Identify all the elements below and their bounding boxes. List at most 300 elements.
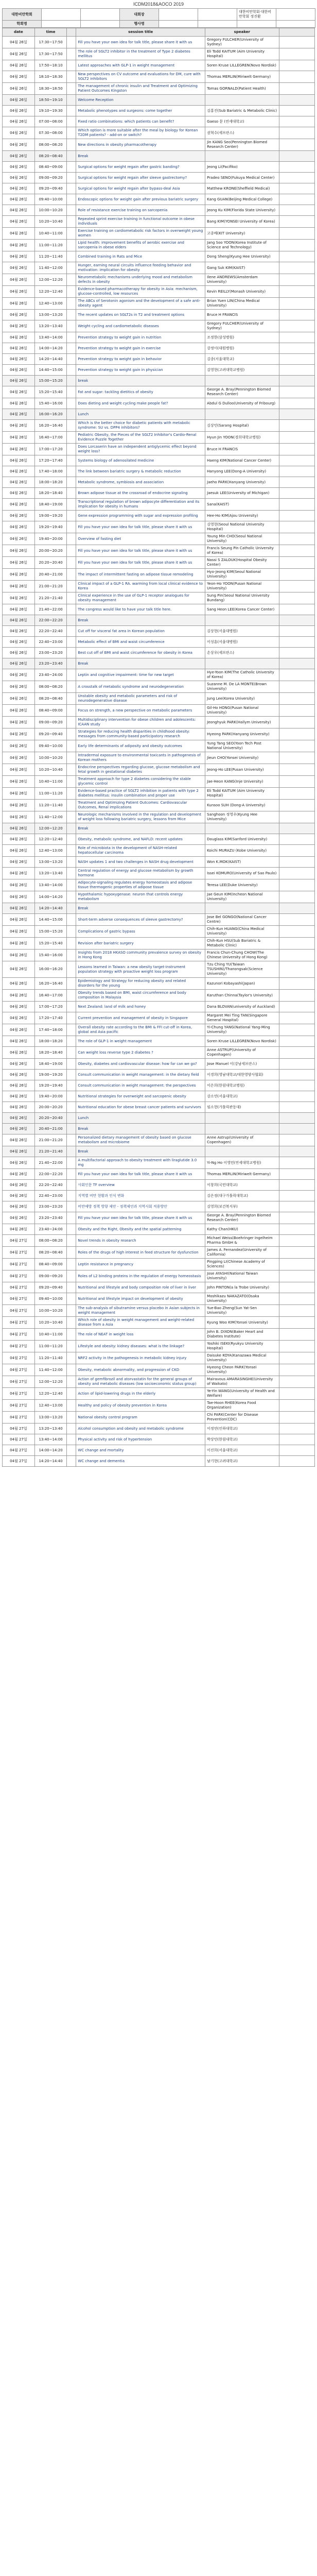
date-cell: 04월 26일 (3, 488, 35, 499)
time-cell: 09:00~09:20 (34, 1270, 67, 1282)
table-row (3, 823, 315, 834)
meta-cell: 대한비만학회 (3, 9, 42, 21)
title-cell: New directions in obesity pharmacotherapy (76, 139, 205, 151)
title-cell: Roles of the drugs of high interest in feed structure for dysfunction (76, 1247, 205, 1259)
date-cell: 04월 26일 (3, 398, 35, 409)
table-row (3, 139, 315, 151)
date-cell: 04월 27일 (3, 1270, 35, 1282)
title-cell: Lipid health: improvement benefits of aerobic exercise and sarcopenia in obese elders (76, 240, 205, 251)
title-cell: Revision after bariatric surgery (76, 938, 205, 950)
blank-cell (67, 1305, 76, 1317)
note-cell (279, 444, 314, 455)
table-row (3, 151, 315, 162)
speaker-cell: Won K.MOK(KAIST) (205, 857, 279, 868)
date-cell: 04월 26일 (3, 1134, 35, 1146)
table-row (3, 926, 315, 938)
date-cell: 04월 26일 (3, 216, 35, 228)
note-cell (279, 1317, 314, 1329)
title-cell: Fill you have your own idea for talk title, please share it with us (76, 545, 205, 557)
time-cell: 15:40~16:00 (34, 398, 67, 409)
table-row (3, 604, 315, 615)
title-cell: Adipocyte-signaling regulates energy homeostasis and adipose tissue thermogenic properties of adipose tissue (76, 879, 205, 891)
blank-cell (67, 557, 76, 569)
time-cell: 19:20~19:40 (34, 521, 67, 533)
table-row (3, 648, 315, 658)
blank-cell (67, 592, 76, 604)
speaker-cell: Sanghoon 정영우(Kyung Hee University) (205, 811, 279, 823)
blank-cell (67, 310, 76, 320)
note-cell (279, 183, 314, 194)
blank-cell (67, 444, 76, 455)
speaker-cell: 손상우(세브란스) (205, 648, 279, 658)
time-cell: 21:40~22:00 (34, 604, 67, 615)
note-cell (279, 1036, 314, 1047)
time-cell: 11:20~11:40 (34, 800, 67, 811)
time-cell: 12:40~13:00 (34, 1400, 67, 1412)
table-row (3, 1388, 315, 1400)
date-cell: 04월 27일 (3, 1388, 35, 1400)
table-row (3, 194, 315, 205)
blank-cell (67, 1012, 76, 1024)
blank-cell (67, 216, 76, 228)
date-cell: 04월 26일 (3, 1012, 35, 1024)
title-cell: Leptin resistance in pregnancy (76, 1259, 205, 1270)
note-cell (279, 365, 314, 376)
title-cell: Prevention strategy to weight gain in physician (76, 365, 205, 376)
table-row (3, 752, 315, 764)
note-cell (279, 658, 314, 669)
date-cell: 04월 26일 (3, 1002, 35, 1012)
blank-cell (67, 545, 76, 557)
speaker-cell: John B. DIXON(Baker Heart and Diabetes Institute) (205, 1329, 279, 1341)
blank-cell (67, 1400, 76, 1412)
table-row (3, 116, 315, 127)
table-row (3, 521, 315, 533)
table-row (3, 320, 315, 332)
table-row (3, 681, 315, 693)
time-cell: 18:50~19:10 (34, 95, 67, 106)
meta-cell (276, 21, 315, 28)
document-page (2, 0, 315, 1467)
title-cell: Obesity, diabetes and cardiovascular disease: how far can we go? (76, 1059, 205, 1070)
table-row (3, 1434, 315, 1445)
note-cell (279, 466, 314, 477)
speaker-cell: Douglass KIM(Sanford University) (205, 834, 279, 845)
note-cell (279, 1445, 314, 1456)
time-cell: 10:20~10:40 (34, 1317, 67, 1329)
note-cell (279, 1124, 314, 1134)
blank-cell (67, 365, 76, 376)
note-cell (279, 1259, 314, 1270)
title-cell: Lunch (76, 409, 205, 420)
note-cell (279, 354, 314, 365)
table-row (3, 1180, 315, 1191)
date-cell: 04월 26일 (3, 669, 35, 681)
time-cell: 11:00~11:20 (34, 240, 67, 251)
title-cell: Current prevention and management of obesity in Singapore (76, 1012, 205, 1024)
blank-cell (67, 669, 76, 681)
time-cell: 12:00~12:20 (34, 1376, 67, 1388)
time-cell: 22:20~22:40 (34, 1180, 67, 1191)
date-cell: 04월 26일 (3, 604, 35, 615)
title-cell: Hunger, earning neural circuits influence feeding behavior and motivation: implication for obesity (76, 262, 205, 274)
note-cell (279, 569, 314, 581)
table-row (3, 499, 315, 511)
time-cell: 19:10~19:30 (34, 106, 67, 116)
title-cell: Short-term adverse consequences of sleeve gastrectomy? (76, 914, 205, 926)
table-row (3, 444, 315, 455)
table-row (3, 845, 315, 857)
title-cell: Lessons learned in Taiwan: a new obesity target-instrument population strategy with proactive weight loss program (76, 961, 205, 978)
speaker-cell: Hye-Yoon KIM(The Catholic University of Korea) (205, 669, 279, 681)
title-cell: Leptin and cognitive impairment: time for new target (76, 669, 205, 681)
table-row (3, 409, 315, 420)
table-row (3, 48, 315, 60)
title-cell: Endocrine perspectives regarding glucose, glucose metabolism and fetal growth in gestational diabetes (76, 764, 205, 776)
speaker-cell: Hyo-Jeong KIM(Seoul National University) (205, 569, 279, 581)
table-row (3, 776, 315, 788)
blank-cell (67, 240, 76, 251)
table-row (3, 1124, 315, 1134)
title-cell: The management of chronic insulin and Treatment and Optimizing Patient Outcomes Kingston (76, 83, 205, 95)
table-header-row (3, 28, 315, 37)
note-cell (279, 978, 314, 990)
time-cell: 22:20~22:40 (34, 626, 67, 637)
table-row (3, 705, 315, 717)
blank-cell (67, 1224, 76, 1235)
date-cell: 04월 26일 (3, 343, 35, 354)
title-cell: Pediatric Obesity, the Pieces of the SGLT2 Inhibitor's Cardio-Renal Evidence Puzzle Together (76, 432, 205, 444)
time-cell: 09:40~10:00 (34, 740, 67, 752)
date-cell: 04월 26일 (3, 365, 35, 376)
title-cell: Physical activity and risk of hypertension (76, 1434, 205, 1445)
time-cell: 08:40~09:00 (34, 705, 67, 717)
note-cell (279, 48, 314, 60)
time-cell: 18:40~19:00 (34, 1059, 67, 1070)
speaker-cell: 이은희(한림대학교병원) (205, 1080, 279, 1091)
note-cell (279, 116, 314, 127)
table-row (3, 1212, 315, 1224)
time-cell: 17:40~18:00 (34, 1024, 67, 1036)
title-cell: Role of microbiota in the development of NASH-related hepatocellular carcinoma (76, 845, 205, 857)
table-row (3, 71, 315, 83)
time-cell: 12:20~12:40 (34, 834, 67, 845)
speaker-cell: 김영현(고려대학교병원) (205, 365, 279, 376)
time-cell: 21:20~21:40 (34, 592, 67, 604)
table-row (3, 262, 315, 274)
speaker-cell: Kyung Woo KIM(Yonsei University) (205, 1317, 279, 1329)
speaker-cell: George A. Bray(Pennington Biomed Research Center) (205, 386, 279, 398)
note-cell (279, 139, 314, 151)
blank-cell (67, 488, 76, 499)
time-cell: 17:30~17:50 (34, 37, 67, 48)
title-cell: 비만예방 정책 방향 제안 - 정책제언과 지역사회 적용방안 (76, 1201, 205, 1212)
meta-table (2, 8, 315, 28)
note-cell (279, 1180, 314, 1191)
time-cell: 10:40~11:00 (34, 228, 67, 240)
speaker-cell: Francis Seung Pin Catholic University of Korea) (205, 545, 279, 557)
blank-cell (67, 879, 76, 891)
table-row (3, 557, 315, 569)
time-cell: 13:20~13:40 (34, 320, 67, 332)
blank-cell (67, 521, 76, 533)
blank-cell (67, 811, 76, 823)
speaker-cell: Hyeong Cheon PARK(Yonsei University) (205, 1364, 279, 1376)
speaker-cell: Hanyong LEE(Dong-A University) (205, 466, 279, 477)
title-cell: The role of GLP-1 in weight management (76, 1036, 205, 1047)
time-cell: 16:40~17:00 (34, 990, 67, 1002)
date-cell: 04월 26일 (3, 533, 35, 545)
title-cell: Consult communication in weight management: in the dietary field (76, 1070, 205, 1080)
title-cell: Obesity, metabolic abnormality, and progression of CKD (76, 1364, 205, 1376)
note-cell (279, 728, 314, 740)
note-cell (279, 320, 314, 332)
date-cell: 04월 26일 (3, 1024, 35, 1036)
date-cell: 04월 26일 (3, 71, 35, 83)
time-cell: 09:00~09:20 (34, 173, 67, 183)
note-cell (279, 286, 314, 298)
date-cell: 04월 26일 (3, 432, 35, 444)
note-cell (279, 950, 314, 961)
date-cell: 04월 26일 (3, 728, 35, 740)
speaker-cell: 김영현(Seoul National University Hospital) (205, 521, 279, 533)
blank-cell (67, 681, 76, 693)
table-row (3, 857, 315, 868)
note-cell (279, 533, 314, 545)
time-cell: 10:40~11:00 (34, 1329, 67, 1341)
meta-cell (42, 21, 81, 28)
speaker-cell (205, 658, 279, 669)
table-row (3, 488, 315, 499)
date-cell: 04월 26일 (3, 228, 35, 240)
date-cell: 04월 26일 (3, 834, 35, 845)
table-row (3, 1456, 315, 1467)
note-cell (279, 521, 314, 533)
date-cell: 04월 26일 (3, 116, 35, 127)
time-cell: 08:40~09:00 (34, 162, 67, 173)
blank-cell (67, 740, 76, 752)
speaker-cell: 남기현(고려대학교) (205, 1456, 279, 1467)
title-cell: Clinical impact of a GLP-1 RA. warming from local clinical evidence to Korea (76, 581, 205, 592)
title-cell: Fill you have your own idea for talk title, please share it with us (76, 1169, 205, 1180)
speaker-cell: Thomas MERLIN(Miriwelt Germany) (205, 71, 279, 83)
table-row (3, 1059, 315, 1070)
date-cell: 04월 27일 (3, 1259, 35, 1270)
time-cell: 17:30~17:50 (34, 48, 67, 60)
date-cell: 04월 26일 (3, 1157, 35, 1169)
meta-cell (42, 9, 81, 21)
date-cell: 04월 26일 (3, 581, 35, 592)
table-row (3, 477, 315, 488)
table-row (3, 717, 315, 728)
table-row (3, 788, 315, 800)
date-cell: 04월 26일 (3, 776, 35, 788)
date-cell: 04월 26일 (3, 658, 35, 669)
blank-cell (67, 1059, 76, 1070)
meta-cell (198, 21, 237, 28)
blank-cell (67, 151, 76, 162)
speaker-cell: Jose Bel GONGO(National Cancer Centre) (205, 914, 279, 926)
blank-cell (67, 1157, 76, 1169)
note-cell (279, 1423, 314, 1434)
table-row (3, 1201, 315, 1212)
speaker-cell: Anne ASTRUP(University of Copenhagen) (205, 1047, 279, 1059)
time-cell: 13:20~13:40 (34, 1423, 67, 1434)
title-cell: Break (76, 658, 205, 669)
speaker-cell: Sana(KAIST) (205, 499, 279, 511)
time-cell: 22:40~23:00 (34, 637, 67, 648)
note-cell (279, 615, 314, 626)
speaker-cell: Jieun CHO(Yonsei University) (205, 752, 279, 764)
time-cell: 21:40~22:00 (34, 1157, 67, 1169)
table-row (3, 978, 315, 990)
date-cell: 04월 26일 (3, 127, 35, 139)
note-cell (279, 205, 314, 216)
table-row (3, 183, 315, 194)
note-cell (279, 1305, 314, 1317)
title-cell: Obesity, metabolic syndrome, and NAFLD: recent updates (76, 834, 205, 845)
speaker-cell: 조정한(삼성병원) (205, 332, 279, 343)
title-cell: A crosstalk of metabolic syndrome and neurodegeneration (76, 681, 205, 693)
speaker-cell (205, 615, 279, 626)
speaker-cell: 김상현(서울대병원) (205, 626, 279, 637)
blank-cell (67, 354, 76, 365)
speaker-cell (205, 903, 279, 914)
time-cell: 22:40~23:00 (34, 1191, 67, 1201)
blank-cell (67, 1412, 76, 1423)
time-cell: 19:00~19:20 (34, 1070, 67, 1080)
blank-cell (67, 1124, 76, 1134)
time-cell: 10:00~10:20 (34, 1305, 67, 1317)
date-cell: 04월 26일 (3, 477, 35, 488)
note-cell (279, 1224, 314, 1235)
speaker-cell: Pradeo SENO(Fukuya Medical Center) (205, 173, 279, 183)
blank-cell (67, 1434, 76, 1445)
speaker-cell: Nassi S ZALOUK(Hospital Obesity Center) (205, 557, 279, 569)
time-cell: 09:00~09:20 (34, 717, 67, 728)
time-cell: 19:20~19:40 (34, 1080, 67, 1091)
date-cell: 04월 26일 (3, 592, 35, 604)
blank-cell (67, 658, 76, 669)
title-cell: Nutritional and lifestyle impact on development of obesity (76, 1293, 205, 1305)
speaker-cell (205, 1124, 279, 1134)
meta-cell (276, 9, 315, 21)
blank-cell (67, 1259, 76, 1270)
speaker-cell: Kazunori Kobayashi(Japan) (205, 978, 279, 990)
blank-cell (67, 376, 76, 386)
note-cell (279, 626, 314, 637)
note-cell (279, 823, 314, 834)
blank-cell (67, 891, 76, 903)
table-row (3, 1400, 315, 1412)
note-cell (279, 938, 314, 950)
speaker-cell: Jae-Heon KANG(Inje University) (205, 776, 279, 788)
meta-cell (81, 21, 120, 28)
title-cell: Lifestyle and obesity: kidney diseases: what is the linkage? (76, 1341, 205, 1352)
note-cell (279, 274, 314, 286)
title-cell: Metabolic syndrome, symbiosis and association (76, 477, 205, 488)
time-cell: 23:00~23:20 (34, 1201, 67, 1212)
date-cell: 04월 26일 (3, 286, 35, 298)
meta-cell: 행사명 (120, 21, 159, 28)
time-cell: 18:30~18:50 (34, 83, 67, 95)
date-cell: 04월 26일 (3, 420, 35, 432)
note-cell (279, 1388, 314, 1400)
table-row (3, 1002, 315, 1012)
time-cell: 19:00~19:20 (34, 511, 67, 521)
title-cell: Lunch (76, 1113, 205, 1124)
blank-cell (67, 60, 76, 71)
note-cell (279, 499, 314, 511)
table-row (3, 834, 315, 845)
blank-cell (67, 604, 76, 615)
note-cell (279, 581, 314, 592)
speaker-cell: Yue-Bao Zheng(Sun Yat-Sen University) (205, 1305, 279, 1317)
title-cell: Break (76, 1124, 205, 1134)
title-cell: Break (76, 151, 205, 162)
date-cell: 04월 26일 (3, 764, 35, 776)
note-cell (279, 1113, 314, 1124)
speaker-cell: 김종(서울대학교) (205, 354, 279, 365)
time-cell: 16:20~16:40 (34, 978, 67, 990)
date-cell: 04월 27일 (3, 1364, 35, 1376)
note-cell (279, 162, 314, 173)
date-cell: 04월 26일 (3, 705, 35, 717)
blank-cell (67, 183, 76, 194)
title-cell: Neurometabolic mechanisms underlying mood and metabolism defects in obesity (76, 274, 205, 286)
time-cell: 12:00~12:20 (34, 823, 67, 834)
date-cell: 04월 26일 (3, 1146, 35, 1157)
time-cell: 20:40~21:00 (34, 1124, 67, 1134)
speaker-cell: Suzanne M. De LA MONTE(Brown University) (205, 681, 279, 693)
schedule-table (2, 28, 315, 1467)
speaker-cell: Brian Yuen LIN(China Medical University) (205, 298, 279, 310)
table-row (3, 1224, 315, 1235)
note-cell (279, 1191, 314, 1201)
date-cell: 04월 26일 (3, 1036, 35, 1047)
speaker-cell: Matthew KRONE(Sheffield Medical) (205, 183, 279, 194)
blank-cell (67, 1024, 76, 1036)
table-row (3, 398, 315, 409)
time-cell: 17:00~17:20 (34, 1002, 67, 1012)
title-cell: Break (76, 615, 205, 626)
note-cell (279, 717, 314, 728)
table-row (3, 365, 315, 376)
date-cell: 04월 26일 (3, 60, 35, 71)
speaker-cell: Jeong Ku KIM(Florida State University) (205, 205, 279, 216)
time-cell: 17:50~18:10 (34, 60, 67, 71)
date-cell: 04월 27일 (3, 1293, 35, 1305)
blank-cell (67, 1456, 76, 1467)
title-cell: Brown adipose tissue at the crossroad of endocrine signaling (76, 488, 205, 499)
note-cell (279, 173, 314, 183)
note-cell (279, 1400, 314, 1412)
date-cell: 04월 27일 (3, 1317, 35, 1329)
note-cell (279, 1282, 314, 1293)
table-row (3, 1169, 315, 1180)
blank-cell (67, 1070, 76, 1080)
table-row (3, 728, 315, 740)
blank-cell (67, 1341, 76, 1352)
note-cell (279, 1456, 314, 1467)
date-cell: 04월 26일 (3, 914, 35, 926)
title-cell: Nutritional and lifestyle and body composition role of liver in liver (76, 1282, 205, 1293)
title-cell: Action of lipid-lowering drugs in the elderly (76, 1388, 205, 1400)
blank-cell (67, 728, 76, 740)
blank-cell (67, 1247, 76, 1259)
time-cell: 10:40~11:00 (34, 776, 67, 788)
title-cell: Hypothalamic hypoxygenase: neuron that controls energy metabolism (76, 891, 205, 903)
